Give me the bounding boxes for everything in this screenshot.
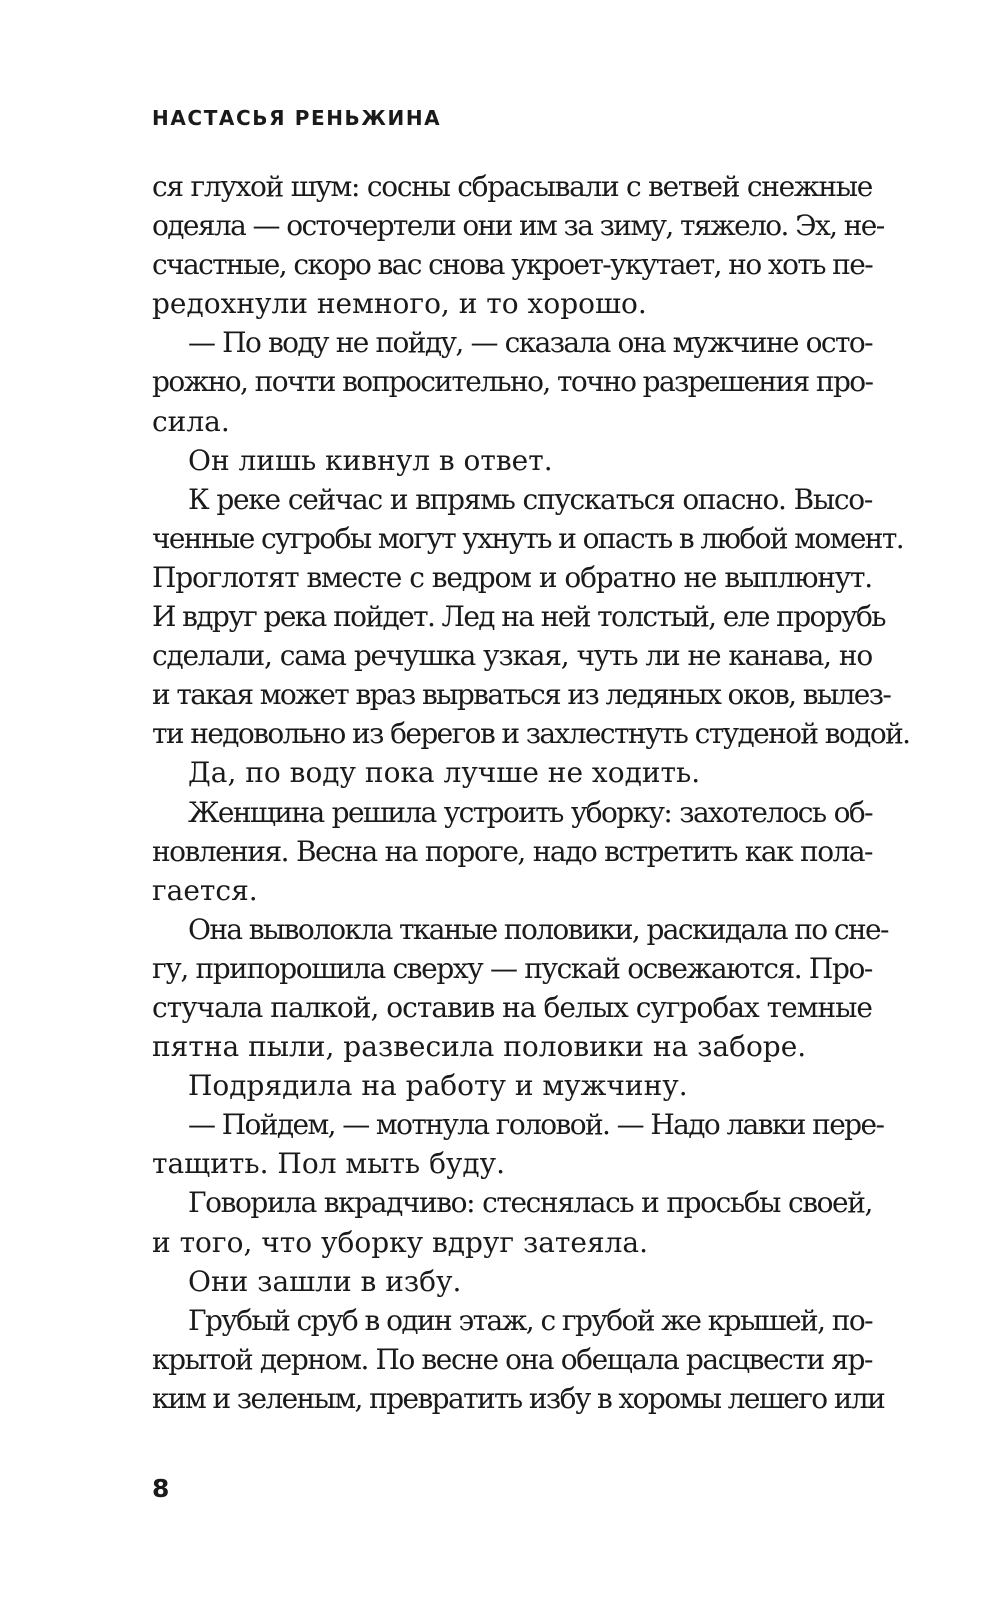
text-line: и того, что уборку вдруг затеяла. — [152, 1225, 649, 1259]
text-line: ким и зеленым, превратить избу в хоромы лешего или — [152, 1381, 885, 1415]
text-line: Говорила вкрадчиво: стеснялась и просьбы своей, — [188, 1186, 872, 1220]
running-head: НАСТАСЬЯ РЕНЬЖИНА — [152, 106, 442, 130]
text-line: пятна пыли, развесила половики на заборе. — [152, 1030, 807, 1064]
text-line: новления. Весна на пороге, надо встретить как пола- — [152, 834, 872, 868]
text-line: счастные, скоро вас снова укроет-укутает, но хоть пе- — [152, 248, 873, 282]
text-line: Он лишь кивнул в ответ. — [188, 443, 553, 477]
text-line: сделали, сама речушка узкая, чуть ли не канава, но — [152, 639, 872, 673]
body-text — [152, 167, 910, 1418]
text-line: Она выволокла тканые половики, раскидала по сне- — [188, 912, 888, 946]
text-line: крытой дерном. По весне она обещала расцвести яр- — [152, 1342, 873, 1376]
text-line: рожно, почти вопросительно, точно разрешения про- — [152, 365, 873, 399]
text-line: гу, припорошила сверху — пускай освежаются. Про- — [152, 951, 872, 985]
text-line: и такая может враз вырваться из ледяных оков, вылез- — [152, 678, 891, 712]
text-line: Проглотят вместе с ведром и обратно не выплюнут. — [152, 560, 872, 594]
text-line: гается. — [152, 873, 258, 907]
text-line: — По воду не пойду, — сказала она мужчине осто- — [188, 326, 872, 360]
text-line: Женщина решила устроить уборку: захотелось об- — [188, 795, 872, 829]
text-line: тащить. Пол мыть буду. — [152, 1147, 506, 1181]
text-line: Подрядила на работу и мужчину. — [188, 1069, 688, 1103]
text-line: стучала палкой, оставив на белых сугробах темные — [152, 990, 872, 1024]
page-number: 8 — [152, 1474, 170, 1503]
text-line: ченные сугробы могут ухнуть и опасть в любой момент. — [152, 521, 904, 555]
text-line: редохнули немного, и то хорошо. — [152, 287, 647, 321]
text-line: ся глухой шум: сосны сбрасывали с ветвей снежные — [152, 170, 872, 203]
text-line: Они зашли в избу. — [188, 1264, 462, 1298]
text-line: Да, по воду пока лучше не ходить. — [188, 756, 701, 790]
text-line: К реке сейчас и впрямь спускаться опасно. Высо- — [188, 482, 872, 516]
text-line: И вдруг река пойдет. Лед на ней толстый, еле прорубь — [152, 600, 885, 634]
text-line: ти недовольно из берегов и захлестнуть студеной водой. — [152, 717, 910, 751]
text-line: сила. — [152, 404, 230, 438]
text-line: одеяла — осточертели они им за зиму, тяжело. Эх, не- — [152, 209, 884, 243]
text-line: Грубый сруб в один этаж, с грубой же крышей, по- — [188, 1303, 872, 1337]
text-line: — Пойдем, — мотнула головой. — Надо лавки пере- — [188, 1108, 884, 1142]
